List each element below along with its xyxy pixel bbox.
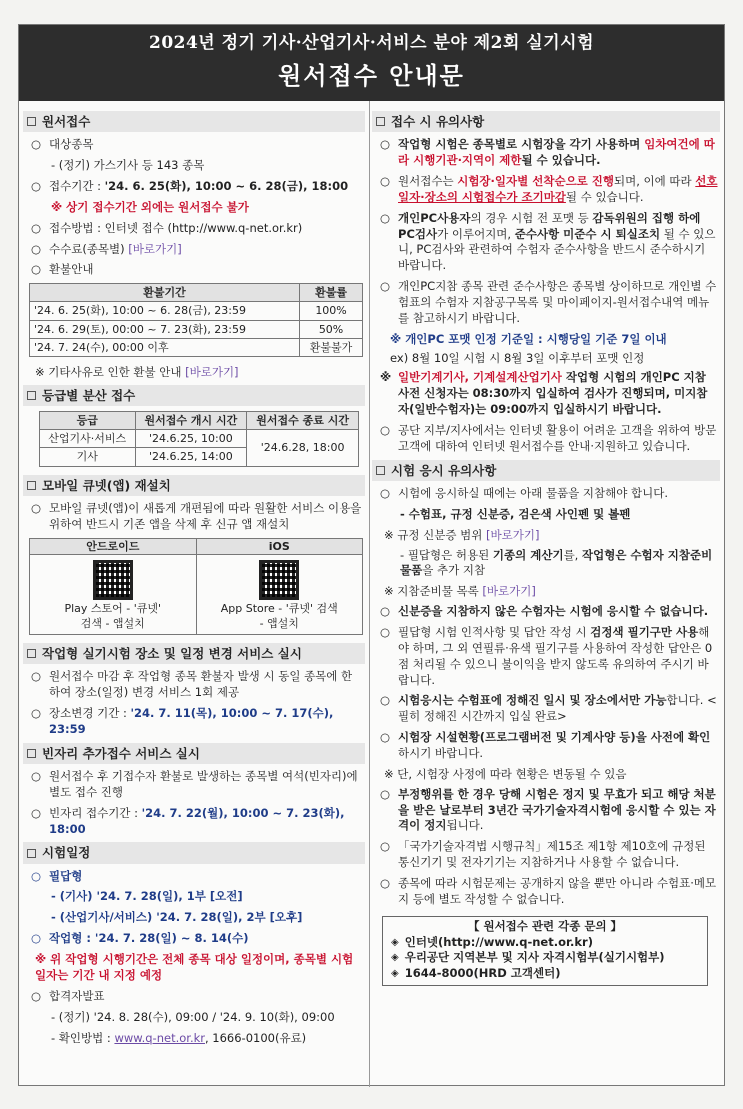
period-warning: ※ 상기 접수기간 외에는 원서접수 불가 (51, 199, 249, 214)
contact-office: 우리공단 지역본부 및 지사 자격시험부(실기시험부) (404, 950, 665, 965)
circle-bullet-icon: ○ (31, 137, 42, 152)
circle-bullet-icon: ○ (380, 604, 391, 619)
schedule-warning: ※ 위 작업형 시행기간은 전체 종목 대상 일정이며, 종목별 시험일자는 기간 내 지정 예정 (35, 952, 354, 982)
square-bullet-icon (376, 466, 385, 475)
square-bullet-icon (27, 749, 36, 758)
table-row: '24. 6. 29(토), 00:00 ~ 7. 23(화), 23:59 50% (30, 320, 363, 338)
circle-bullet-icon: ○ (31, 241, 42, 256)
contact-phone: 1644-8000(HRD 고객센터) (404, 966, 561, 981)
table-row: 기사 '24.6.25, 14:00 (40, 448, 359, 466)
section-exam-notes: 시험 응시 유의사항 (372, 460, 720, 481)
ios-panel: iOS App Store - '큐넷' 검색 - 앱설치 (196, 539, 363, 634)
circle-bullet-icon: ○ (380, 876, 391, 891)
section-mobile-app: 모바일 큐넷(앱) 재설치 (23, 475, 365, 496)
square-bullet-icon (27, 117, 36, 126)
refund-table: 환불기간 환불률 '24. 6. 25(화), 10:00 ~ 6. 28(금), 23:59 100% '24. 6. 29(토), 00:00 ~ 7. 23(화), 23:59 50% '24. 7. 24(수), 00:00 이후 환불불가 (29, 283, 363, 357)
qnet-link[interactable]: www.q-net.or.kr (114, 1030, 205, 1045)
circle-bullet-icon: ○ (31, 931, 42, 946)
supplies-link[interactable]: [바로가기] (482, 584, 536, 599)
id-range-link[interactable]: [바로가기] (486, 527, 540, 542)
circle-bullet-icon: ○ (31, 768, 42, 783)
diamond-bullet-icon: ◈ (391, 968, 399, 980)
page-title-line1: 2024년 정기 기사·산업기사·서비스 분야 제2회 실기시험 (148, 33, 594, 53)
circle-bullet-icon: ○ (31, 178, 42, 193)
contact-internet[interactable]: 인터넷(http://www.q-net.or.kr) (404, 934, 593, 949)
application-period: '24. 6. 25(화), 10:00 ~ 6. 28(금), 18:00 (104, 178, 349, 193)
android-panel: 안드로이드 Play 스토어 - '큐넷' 검색 - 앱설치 (30, 539, 196, 634)
square-bullet-icon (27, 649, 36, 658)
circle-bullet-icon: ○ (380, 786, 391, 801)
section-venue-change: 작업형 실기시험 장소 및 일정 변경 서비스 실시 (23, 643, 365, 664)
circle-bullet-icon: ○ (380, 210, 391, 225)
circle-bullet-icon: ○ (380, 839, 391, 854)
application-method: 접수방법 : 인터넷 접수 (http://www.q-net.or.kr) (49, 220, 303, 235)
square-bullet-icon (27, 849, 36, 858)
circle-bullet-icon: ○ (380, 137, 391, 152)
circle-bullet-icon: ○ (31, 262, 42, 277)
circle-bullet-icon: ○ (380, 279, 391, 294)
table-row: '24. 6. 25(화), 10:00 ~ 6. 28(금), 23:59 100% (30, 302, 363, 320)
circle-bullet-icon: ○ (31, 988, 42, 1003)
section-application-notes: 접수 시 유의사항 (372, 111, 720, 132)
notice-page (18, 24, 725, 1086)
circle-bullet-icon: ○ (380, 485, 391, 500)
diamond-bullet-icon: ◈ (391, 952, 399, 964)
circle-bullet-icon: ○ (31, 805, 42, 820)
circle-bullet-icon: ○ (31, 500, 42, 515)
circle-bullet-icon: ○ (380, 693, 391, 708)
circle-bullet-icon: ○ (380, 423, 391, 437)
section-schedule: 시험일정 (23, 842, 365, 863)
page-title-line2: 원서접수 안내문 (278, 61, 465, 91)
circle-bullet-icon: ○ (380, 624, 391, 639)
circle-bullet-icon: ○ (380, 173, 391, 188)
circle-bullet-icon: ○ (31, 868, 42, 883)
other-refund-link[interactable]: [바로가기] (185, 364, 239, 379)
circle-bullet-icon: ○ (31, 669, 42, 684)
section-application: 원서접수 (23, 111, 365, 132)
left-column: 원서접수 ○ 대상종목 - (정기) 가스기사 등 143 종목 ○ 접수기간 : '24. 6. 25(화), 10:00 ~ 6. 28(금), 18:00 ※ 상기 접수기간 외에는 원서접수 불가 ○ 접수방법 : 인터넷 접수 (http://www.q-net.or.kr) ○ 수수료(종목별) [바로가기] ○ 환불안내 환불기간 환불률 '24. 6. 25(화), 10:00 ~ 6. 28(금), 23:59 100% '24. 6. 29(토), 00:00 ~ 7. 23(화), 23:59 50% '24. 7. 24(수), 00:00 이후 환불불가 ※ 기타사유로 인한 환불 안내 [바로가기] 등급별 분산 접수 등급 원서접수 개시 시간 원서접수 종료 시간 산업기사·서비스 '24.6.25, 10:00 '24.6.28, 18:00 기사 '24.6.25, 14:00 모바일 큐넷(앱) 재설치 ○ 모바일 큐넷(앱)이 새롭게 개편됨에 따라 원활한 서비스 이용을 위하여 반드시 기존 앱을 삭제 후 신규 앱 재설치 안드로이드 Play 스토어 - '큐넷' 검색 - 앱설치 iOS App Store - '큐넷' 검색 - 앱설치 작업형 실기시험 장소 및 일정 변경 서비스 실시 ○ 원서접수 마감 후 작업형 종목 환불자 발생 시 동일 종목에 한하여 장소(일정) 변경 서비스 1회 제공 ○ 장소변경 기간 : '24. 7. 11(목), 10:00 ~ 7. 17(수), 23:59 빈자리 추가접수 서비스 실시 ○ 원서접수 후 기접수자 환불로 발생하는 종목별 여석(빈자리)에 별도 접수 진행 ○ 빈자리 접수기간 : '24. 7. 22(월), 10:00 ~ 7. 23(화), 18:00 시험일정 ○ 필답형 - (기사) '24. 7. 28(일), 1부 [오전] - (산업기사/서비스) '24. 7. 28(일), 2부 [오후] ○ 작업형 : '24. 7. 28(일) ~ 8. 14(수) ※ 위 작업형 시행기간은 전체 종목 대상 일정이며, 종목별 시험일자는 기간 내 지정 예정 ○ 합격자발표 - (정기) '24. 8. 28(수), 09:00 / '24. 9. 10(화), 09:00 - 확인방법 : www.q-net.or.kr, 1666-0100(유료) (19, 101, 370, 1087)
right-column: 접수 시 유의사항 ○ 작업형 시험은 종목별로 시험장을 각기 사용하며 임차여건에 따라 시행기관·지역이 제한될 수 있습니다. ○ 원서접수는 시험장·일자별 선착순으로 진행되며, 이에 따라 선호 일자·장소의 시험접수가 조기마감될 수 있습니다. ○ 개인PC사용자의 경우 시험 전 포맷 등 감독위원의 집행 하에 PC검사가 이루어지며, 준수사항 미준수 시 퇴실조치 될 수 있으니, PC검사와 관련하여 수험자 준수사항을 반드시 준수하시기 바랍니다. ○ 개인PC지참 종목 관련 준수사항은 종목별 상이하므로 개인별 수험표의 수험자 지참공구목록 및 마이페이지-원서접수내역 메뉴를 참고하시기 바랍니다. ※ 개인PC 포맷 인정 기준일 : 시행당일 기준 7일 이내 ex) 8월 10일 시험 시 8월 3일 이후부터 포맷 인정 ※ 일반기계기사, 기계설계산업기사 작업형 시험의 개인PC 지참 사전 신청자는 08:30까지 입실하여 검사가 진행되며, 미지참자(일반수험자)는 09:00까지 입실하시기 바랍니다. ○ 공단 지부/지사에서는 인터넷 활용이 어려운 고객을 위하여 방문고객에 대하여 인터넷 원서접수를 안내·지원하고 있습니다. 시험 응시 유의사항 ○ 시험에 응시하실 때에는 아래 물품을 지참해야 합니다. - 수험표, 규정 신분증, 검은색 사인펜 및 볼펜 ※ 규정 신분증 범위 [바로가기] - 필답형은 허용된 기종의 계산기를, 작업형은 수험자 지참준비물품을 추가 지참 ※ 지참준비물 목록 [바로가기] ○ 신분증을 지참하지 않은 수험자는 시험에 응시할 수 없습니다. ○ 필답형 시험 인적사항 및 답안 작성 시 검정색 필기구만 사용해야 하며, 그 외 연필류·유색 필기구를 사용하여 작성한 답안은 0점 처리될 수 있으니 불이익을 받지 않도록 유의하여 주시기 바랍니다. ○ 시험응시는 수험표에 정해진 일시 및 장소에서만 가능합니다. <필히 정해진 시간까지 입실 완료> ○ 시험장 시설현황(프로그램버전 및 기계사양 등)을 사전에 확인하시기 바랍니다. ※ 단, 시험장 사정에 따라 현황은 변동될 수 있음 ○ 부정행위를 한 경우 당해 시험은 정지 및 무효가 되고 해당 처분을 받은 날로부터 3년간 국가기술자격시험에 응시할 수 있는 자격이 정지됩니다. ○ 「국가기술자격법 시행규칙」제15조 제1항 제10호에 규정된 통신기기 및 전자기기는 지참하거나 사용할 수 없습니다. ○ 종목에 따라 시험문제는 공개하지 않을 뿐만 아니라 수험표·메모지 등에 별도 작성할 수 없습니다. 【 원서접수 관련 각종 문의 】 ◈ 인터넷(http://www.q-net.or.kr) ◈ 우리공단 지역본부 및 지사 자격시험부(실기시험부) ◈ 1644-8000(HRD 고객센터) (370, 101, 724, 1087)
square-bullet-icon (27, 481, 36, 490)
circle-bullet-icon: ○ (31, 705, 42, 720)
android-qr-code[interactable] (93, 560, 133, 600)
square-bullet-icon (27, 391, 36, 400)
square-bullet-icon (376, 117, 385, 126)
app-download-box (29, 538, 363, 635)
section-vacancy: 빈자리 추가접수 서비스 실시 (23, 743, 365, 764)
table-row: 산업기사·서비스 '24.6.25, 10:00 '24.6.28, 18:00 (40, 430, 359, 448)
contact-box: 【 원서접수 관련 각종 문의 】 ◈ 인터넷(http://www.q-net.or.kr) ◈ 우리공단 지역본부 및 지사 자격시험부(실기시험부) ◈ 1644-8000(HRD 고객센터) (382, 916, 708, 986)
note-mark-icon: ※ (380, 370, 392, 385)
section-grade-split: 등급별 분산 접수 (23, 385, 365, 406)
circle-bullet-icon: ○ (380, 730, 391, 745)
ios-qr-code[interactable] (259, 560, 299, 600)
grade-table: 등급 원서접수 개시 시간 원서접수 종료 시간 산업기사·서비스 '24.6.25, 10:00 '24.6.28, 18:00 기사 '24.6.25, 14:00 (39, 411, 359, 467)
diamond-bullet-icon: ◈ (391, 936, 399, 948)
target-detail: - (정기) 가스기사 등 143 종목 (51, 158, 205, 173)
fee-link[interactable]: [바로가기] (128, 241, 182, 256)
title-banner (19, 25, 724, 101)
table-row: '24. 7. 24(수), 00:00 이후 환불불가 (30, 338, 363, 356)
circle-bullet-icon: ○ (31, 220, 42, 235)
